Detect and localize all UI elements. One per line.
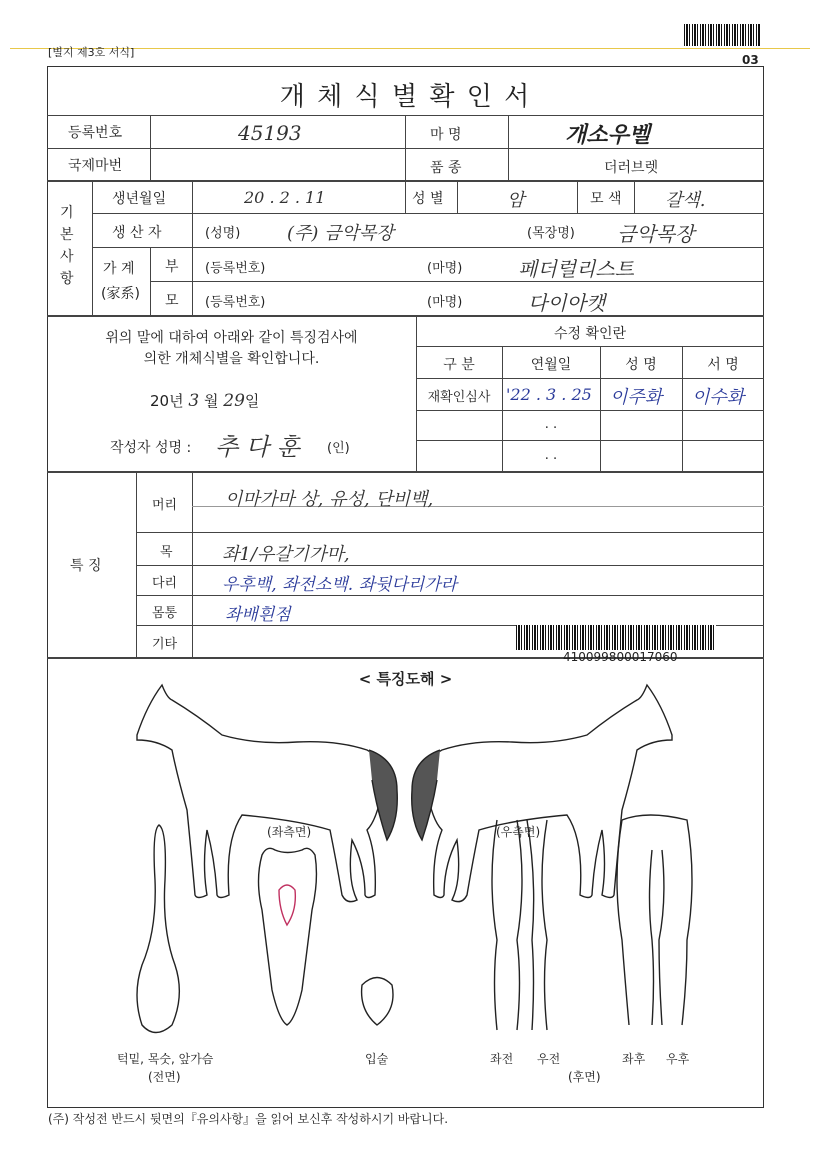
top-barcode bbox=[684, 24, 760, 46]
breed-value: 더러브렛 bbox=[604, 160, 659, 176]
lips-view bbox=[362, 978, 393, 1026]
lips-label: 입술 bbox=[365, 1052, 389, 1066]
revision-col-sign: 서 명 bbox=[707, 357, 739, 373]
rule bbox=[416, 440, 764, 441]
rule bbox=[136, 471, 137, 657]
rear-left-label: 좌후 bbox=[622, 1052, 646, 1066]
dam-value: 다이아캣 bbox=[528, 291, 606, 315]
right-tail bbox=[412, 750, 440, 840]
rear-view bbox=[617, 815, 692, 1025]
color-value: 갈색. bbox=[665, 190, 706, 211]
body-label: 몸통 bbox=[152, 606, 178, 621]
rear-right-label: 우후 bbox=[666, 1052, 690, 1066]
front-right-label: 우전 bbox=[537, 1052, 561, 1066]
writer-label: 작성자 성명 : bbox=[110, 440, 192, 456]
revision-row1-type: 재확인심사 bbox=[427, 390, 491, 405]
rule bbox=[192, 471, 193, 657]
front-caption: 턱밑, 목숫, 앞가슴 bbox=[117, 1052, 214, 1066]
dam-name-field: (마명) bbox=[427, 295, 463, 310]
basic-label-2: 본 bbox=[60, 227, 74, 243]
date-month-unit: 월 bbox=[203, 392, 219, 410]
breed-label: 품 종 bbox=[430, 160, 462, 176]
rule bbox=[508, 115, 509, 180]
lineage-label: 가 계 bbox=[103, 261, 135, 277]
horse-name-value: 개소우벨 bbox=[565, 122, 651, 148]
reg-label: 등록번호 bbox=[68, 125, 123, 141]
rule bbox=[192, 180, 193, 315]
producer-name-field: (성명) bbox=[205, 226, 241, 241]
rule bbox=[416, 410, 764, 411]
right-side-label: (우측면) bbox=[496, 825, 541, 839]
body-value: 좌배흰점 bbox=[225, 605, 291, 625]
footnote: (주) 작성전 반드시 뒷면의『유의사항』을 읽어 보신후 작성하시기 바랍니다. bbox=[48, 1112, 449, 1126]
date-month: 3 bbox=[188, 391, 200, 411]
producer-label: 생 산 자 bbox=[112, 225, 162, 241]
sire-label: 부 bbox=[165, 259, 179, 275]
revision-row1-sign: 이수화 bbox=[692, 387, 745, 408]
farm-value: 금악목장 bbox=[617, 222, 695, 246]
birth-value: 20 . 2 . 11 bbox=[244, 188, 326, 207]
left-side-label: (좌측면) bbox=[267, 825, 312, 839]
rule bbox=[47, 315, 764, 317]
farm-field: (목장명) bbox=[527, 226, 575, 241]
revision-row1-date: '22 . 3 . 25 bbox=[506, 385, 592, 404]
confirm-statement-2: 의한 개체식별을 확인합니다. bbox=[143, 351, 320, 367]
sire-reg-field: (등록번호) bbox=[205, 261, 266, 276]
basic-label-3: 사 bbox=[60, 249, 74, 265]
birth-label: 생년월일 bbox=[112, 191, 167, 207]
leg-label: 다리 bbox=[152, 576, 178, 591]
basic-label-4: 항 bbox=[60, 271, 74, 287]
front-legs-view bbox=[492, 820, 547, 1030]
form-tag: [별지 제3호 서식] bbox=[48, 46, 135, 59]
revision-col-date: 연월일 bbox=[530, 357, 572, 373]
sex-label: 성 별 bbox=[412, 191, 444, 207]
barcode-number: 410099800017060 bbox=[563, 650, 678, 664]
rule bbox=[150, 281, 764, 282]
confirm-date bbox=[150, 390, 259, 411]
neck-value: 좌1/우갈기가마, bbox=[222, 544, 350, 565]
face-marking bbox=[279, 885, 295, 925]
diagram-title: < 특징도해 > bbox=[358, 670, 453, 688]
right-side-horse bbox=[426, 685, 672, 902]
front-left-label: 좌전 bbox=[490, 1052, 514, 1066]
left-side-horse bbox=[137, 685, 383, 902]
date-day: 29 bbox=[223, 391, 245, 411]
writer-value: 추 다 훈 bbox=[215, 433, 300, 461]
rule bbox=[150, 247, 151, 315]
page-title: 개 체 식 별 확 인 서 bbox=[279, 82, 532, 112]
sex-value: 암 bbox=[507, 190, 525, 211]
left-tail bbox=[369, 750, 397, 840]
rule bbox=[405, 180, 406, 213]
sire-name-field: (마명) bbox=[427, 261, 463, 276]
horse-name-label: 마 명 bbox=[430, 127, 462, 143]
rule bbox=[150, 115, 151, 180]
front-view bbox=[137, 825, 179, 1033]
intl-label: 국제마번 bbox=[68, 158, 123, 174]
reg-value: 45193 bbox=[238, 121, 302, 145]
horse-diagram bbox=[47, 680, 762, 1060]
revision-row1-name: 이주화 bbox=[610, 387, 663, 408]
date-day-unit: 일 bbox=[244, 392, 260, 410]
rule bbox=[136, 595, 764, 596]
neck-label: 목 bbox=[160, 545, 173, 560]
rule bbox=[47, 471, 764, 473]
head-value: 이마가마 상, 유성, 단비백, bbox=[225, 489, 434, 510]
features-label: 특 징 bbox=[70, 558, 102, 574]
rule bbox=[405, 115, 406, 180]
rule bbox=[416, 378, 764, 379]
sire-value: 페더럴리스트 bbox=[518, 257, 634, 281]
dam-label: 모 bbox=[165, 293, 179, 309]
producer-value: (주) 금악목장 bbox=[287, 223, 394, 244]
rear-caption: (후면) bbox=[568, 1070, 601, 1084]
rule bbox=[457, 180, 458, 213]
feature-barcode bbox=[516, 625, 716, 650]
rule bbox=[136, 532, 764, 533]
page-number: 03 bbox=[742, 53, 759, 67]
date-prefix: 20년 bbox=[150, 392, 184, 410]
head-label: 머리 bbox=[152, 498, 178, 513]
revision-header: 수정 확인란 bbox=[553, 326, 627, 342]
revision-row3-dots: . . bbox=[544, 448, 558, 463]
etc-label: 기타 bbox=[152, 637, 178, 652]
rule bbox=[634, 180, 635, 213]
seal-label: (인) bbox=[327, 441, 350, 456]
front-caption-2: (전면) bbox=[148, 1070, 181, 1084]
basic-label-1: 기 bbox=[60, 205, 74, 221]
rule bbox=[416, 346, 764, 347]
head-front-view bbox=[259, 848, 317, 1025]
dam-reg-field: (등록번호) bbox=[205, 295, 266, 310]
rule bbox=[577, 180, 578, 213]
leg-value: 우후백, 좌전소백. 좌뒷다리가라 bbox=[222, 575, 458, 595]
revision-col-name: 성 명 bbox=[625, 357, 657, 373]
lineage-label-hanja: (家系) bbox=[101, 286, 140, 302]
revision-row2-dots: . . bbox=[544, 417, 558, 432]
revision-col-type: 구 분 bbox=[443, 357, 475, 373]
confirm-statement-1: 위의 말에 대하여 아래와 같이 특징검사에 bbox=[105, 330, 358, 346]
color-label: 모 색 bbox=[590, 191, 622, 207]
